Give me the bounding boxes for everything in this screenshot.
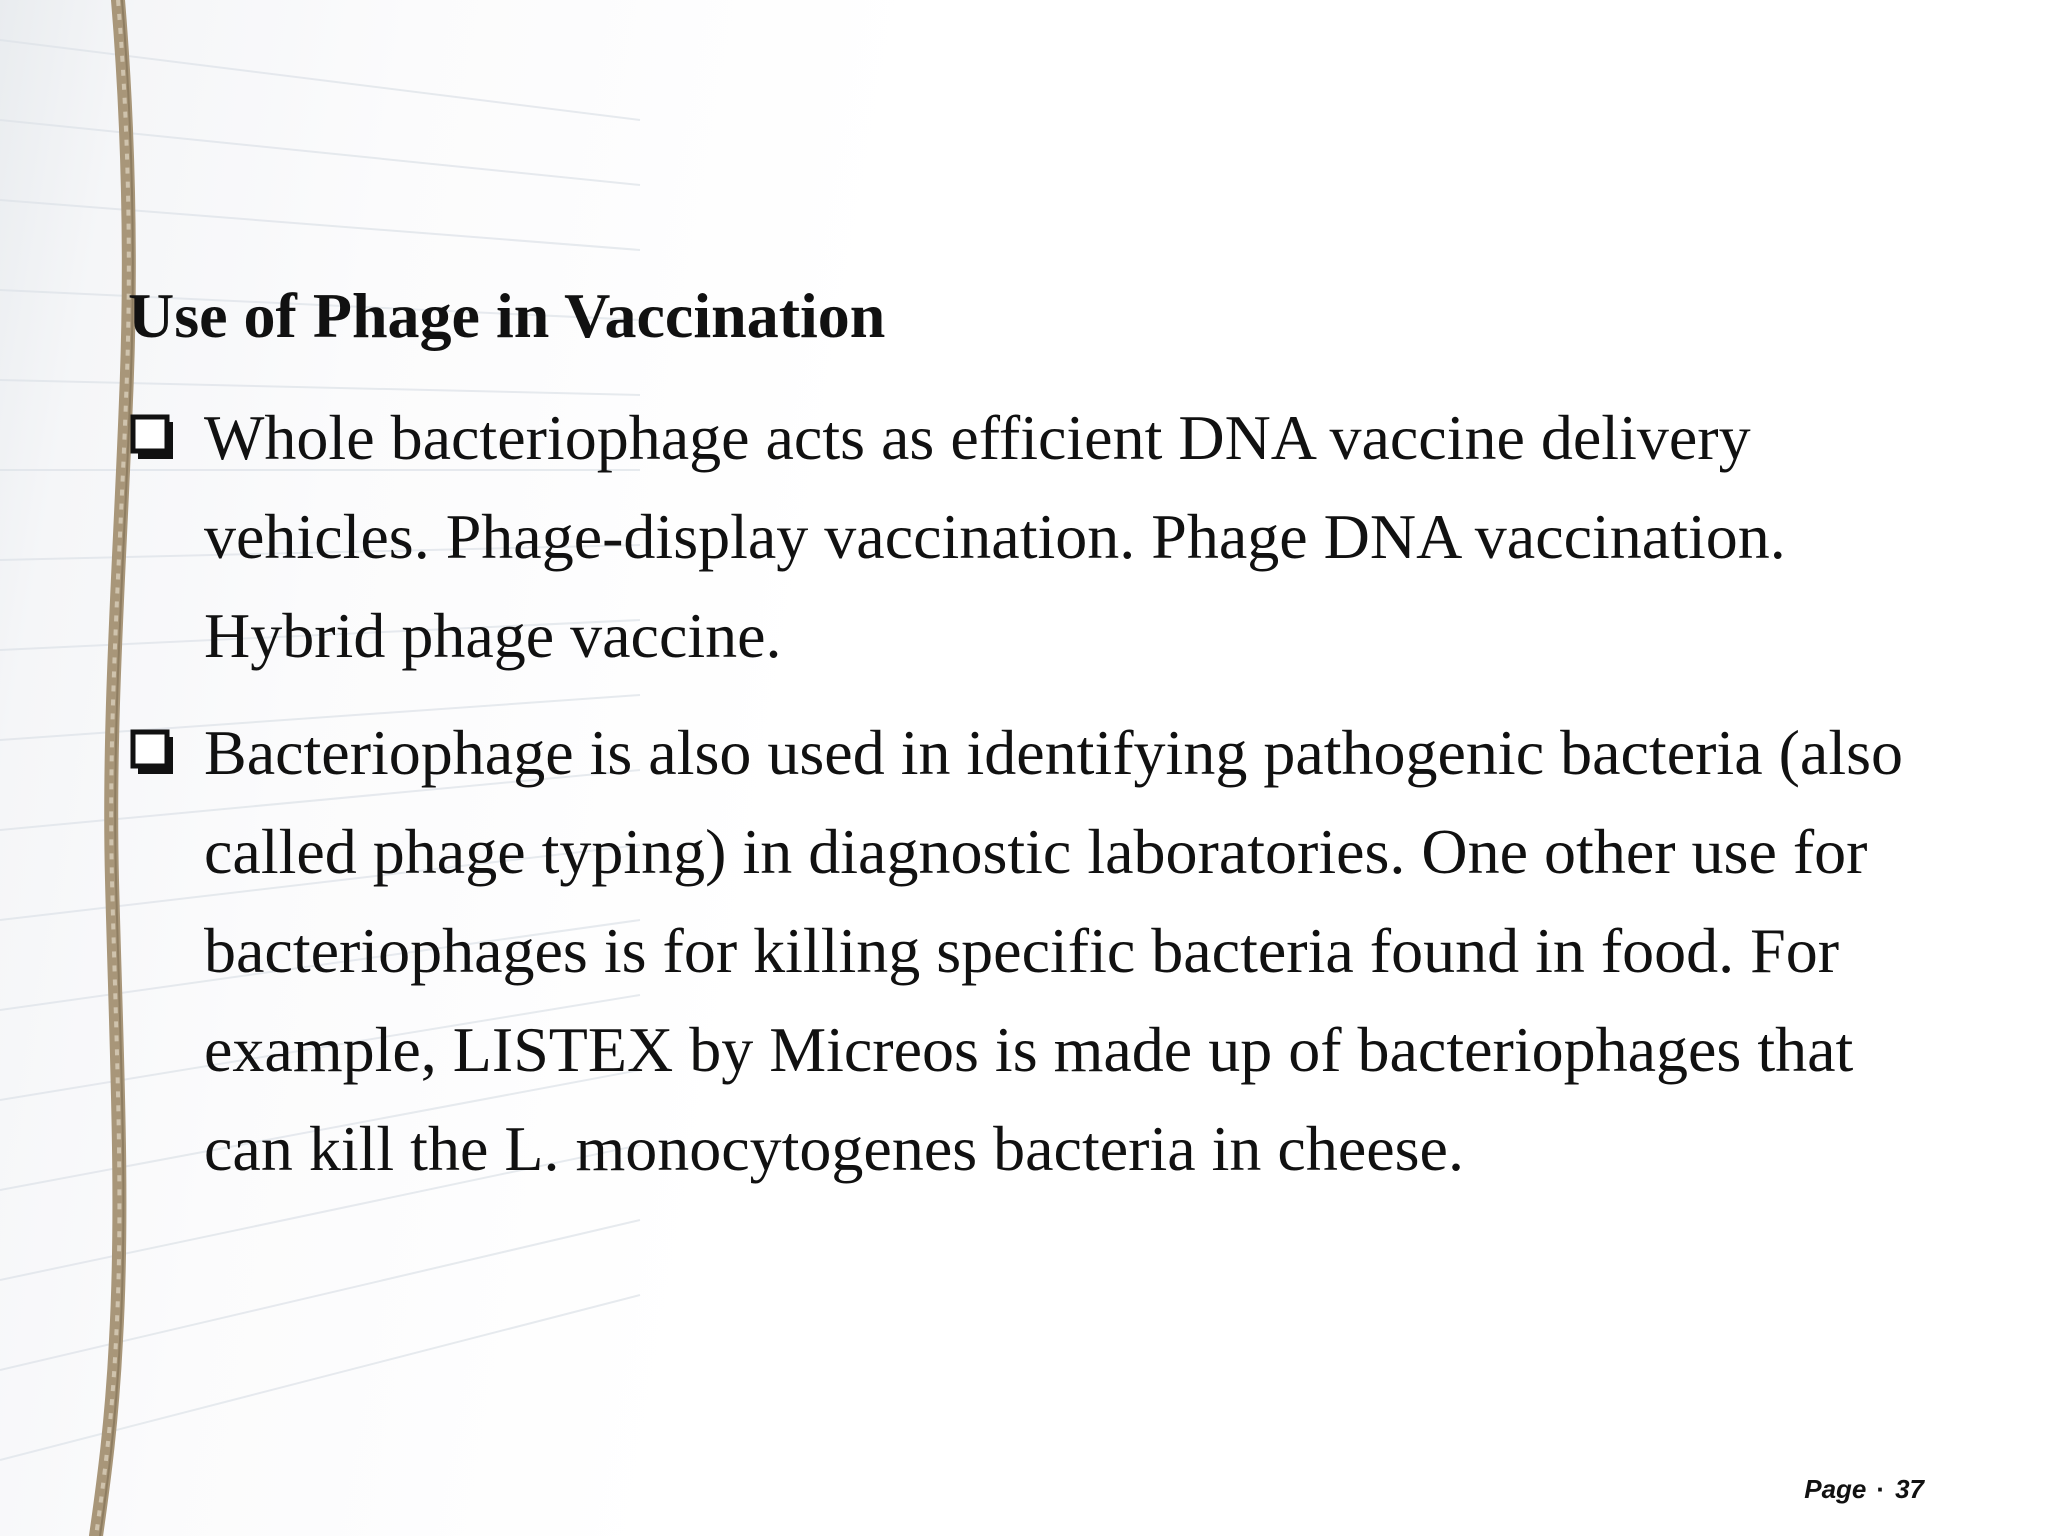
page-separator: · bbox=[1876, 1474, 1886, 1504]
bullet-item bbox=[128, 388, 1948, 685]
bullet-item bbox=[128, 703, 1948, 1198]
bullet-text: Bacteriophage is also used in identifying pathogenic bacteria (also called phage typing) in diagnostic laboratories. One other use for bacteriophages is for killing specific bacteria found in food. For example, LISTEX by Micreos is made up of bacteriophages that can kill the L. monocytogenes bacteria in cheese. bbox=[204, 717, 1903, 1184]
bullet-text: Whole bacteriophage acts as efficient DNA vaccine delivery vehicles. Phage-display vaccination. Phage DNA vaccination. Hybrid phage vaccine. bbox=[204, 402, 1786, 671]
checkbox-outline-icon bbox=[130, 414, 176, 460]
checkbox-outline-icon bbox=[130, 729, 176, 775]
page-label: Page bbox=[1804, 1474, 1867, 1504]
bullet-list bbox=[128, 388, 1948, 1216]
page-number-value: 37 bbox=[1895, 1474, 1924, 1504]
slide-title: Use of Phage in Vaccination bbox=[128, 280, 886, 351]
page-number bbox=[1804, 1474, 1924, 1505]
